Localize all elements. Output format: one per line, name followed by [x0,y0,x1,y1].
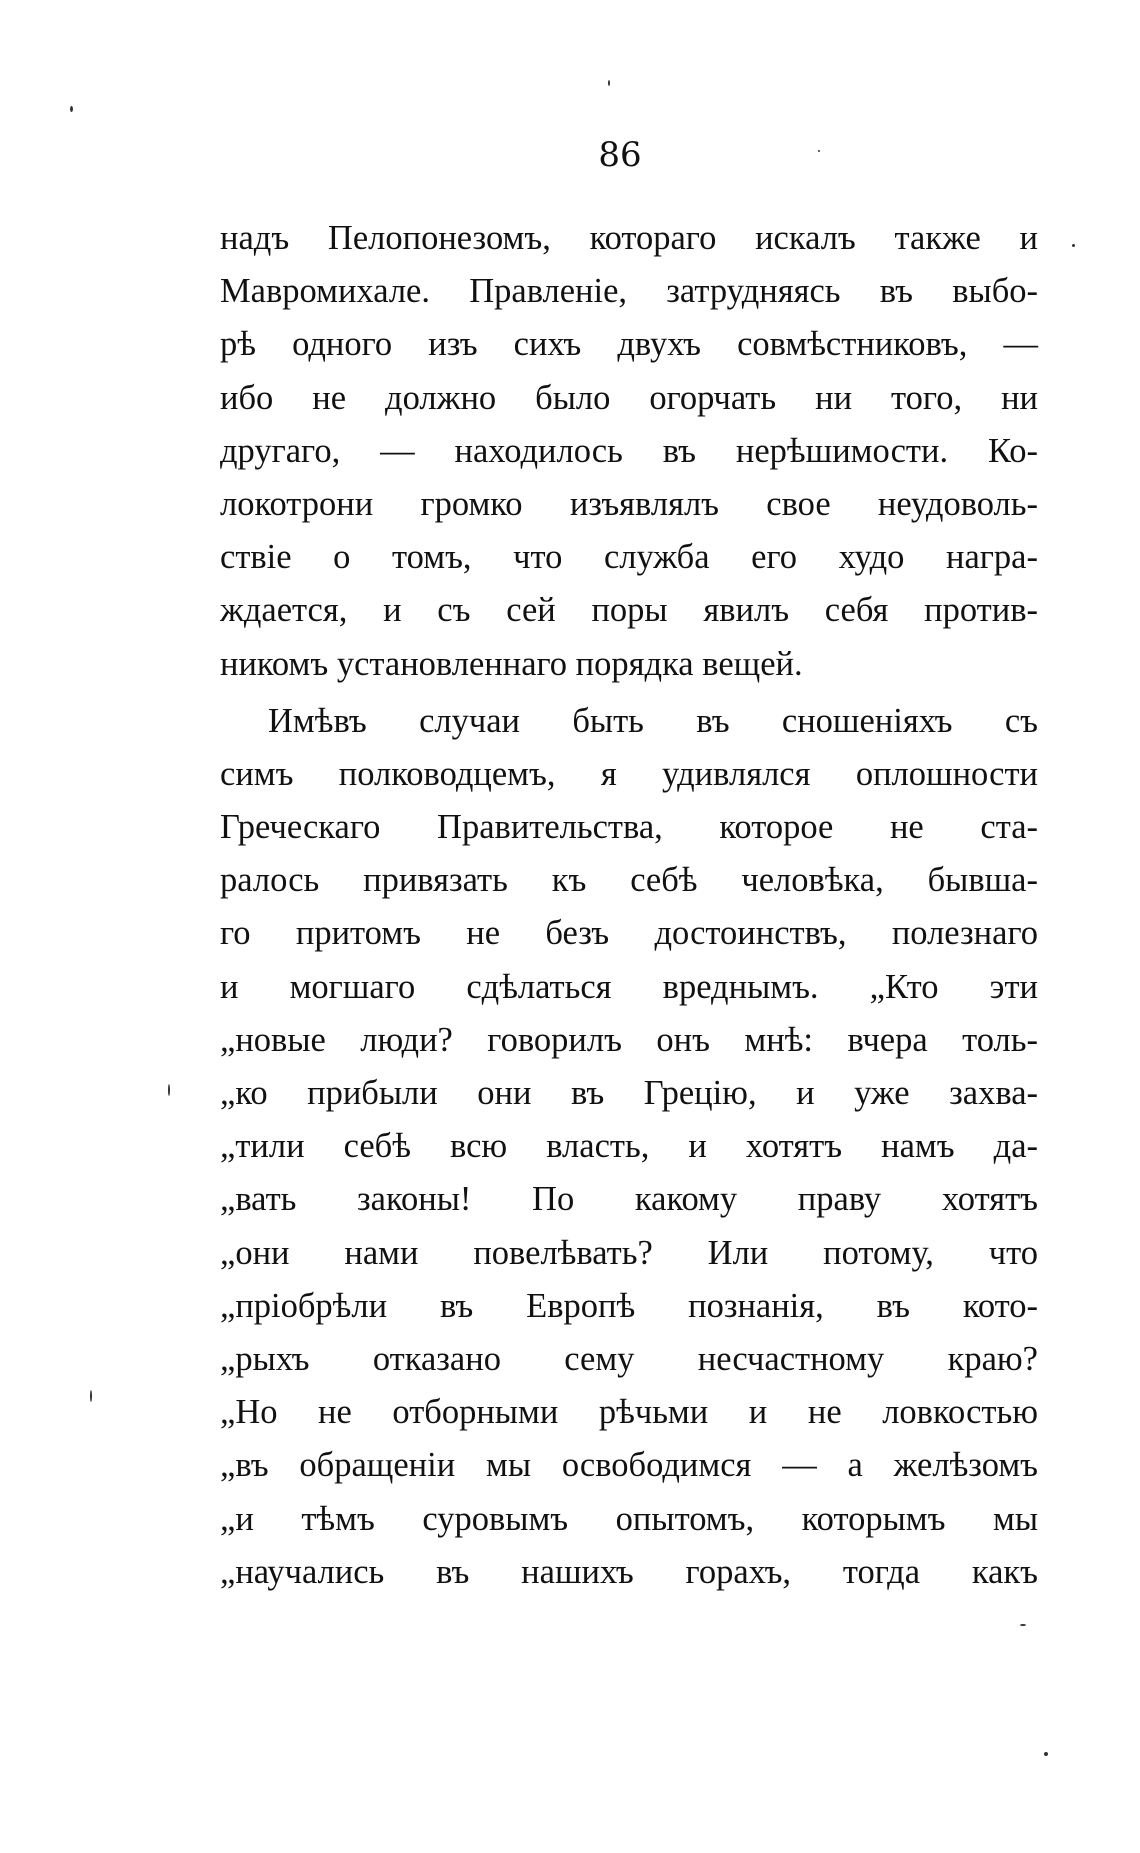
text-line: рѣ одного изъ сихъ двухъ совмѣстниковъ, — [220,325,1038,364]
paragraph [220,212,1038,691]
text-line: ралось привязать къ себѣ человѣка, бывша- [220,861,1038,900]
page-number: 86 [598,135,642,175]
text-line: го притомъ не безъ достоинствъ, полезнаго [220,914,1038,953]
text-line: „вать законы! По какому праву хотятъ [220,1180,1038,1219]
text-line: симъ полководцемъ, я удивлялся оплошности [220,754,1038,793]
text-line: локотрони громко изъявлялъ свое неудоволь- [220,484,1038,523]
text-line: „Но не отборными рѣчьми и не ловкостью [220,1393,1038,1432]
scan-speck [90,1390,92,1402]
text-line: „въ обращеніи мы освободимся — а желѣзомъ [220,1446,1038,1485]
scan-speck [168,1084,170,1096]
text-line: Имѣвъ случаи быть въ сношеніяхъ съ [268,701,1038,740]
scan-speck [818,150,820,152]
scan-speck [1044,1752,1048,1756]
text-line: „и тѣмъ суровымъ опытомъ, которымъ мы [220,1499,1038,1538]
text-line: „они нами повелѣвать? Или потому, что [220,1233,1038,1272]
scan-speck [70,106,73,112]
body-text [220,212,1038,1599]
text-line: Греческаго Правительства, которое не ста- [220,808,1038,847]
text-line: никомъ установленнаго порядка вещей. [220,644,803,683]
scan-speck [608,80,610,86]
text-line: „новые люди? говорилъ онъ мнѣ: вчера толь- [220,1020,1038,1059]
text-line: Мавромихале. Правленіе, затрудняясь въ выбо- [220,272,1038,311]
text-line: ждается, и съ сей поры явилъ себя против- [220,591,1038,630]
text-line: „тили себѣ всю власть, и хотятъ намъ да- [220,1127,1038,1166]
scan-speck [1020,1624,1026,1626]
text-line: „ко прибыли они въ Грецію, и уже захва- [220,1074,1038,1112]
scan-speck [1072,244,1075,247]
text-line: ибо не должно было огорчать ни того, ни [220,378,1038,417]
text-line: „пріобрѣли въ Европѣ познанія, въ кото- [220,1286,1038,1325]
text-line: ствіе о томъ, что служба его худо награ- [220,538,1038,577]
text-line: „рыхъ отказано сему несчастному краю? [220,1339,1038,1378]
text-line: другаго, — находилось въ нерѣшимости. Ко- [220,431,1038,470]
text-line: „научались въ нашихъ горахъ, тогда какъ [220,1552,1038,1591]
text-line: надъ Пелопонезомъ, котораго искалъ также и [220,219,1038,257]
paragraph [220,695,1038,1599]
text-line: и могшаго сдѣлаться вреднымъ. „Кто эти [220,967,1038,1006]
